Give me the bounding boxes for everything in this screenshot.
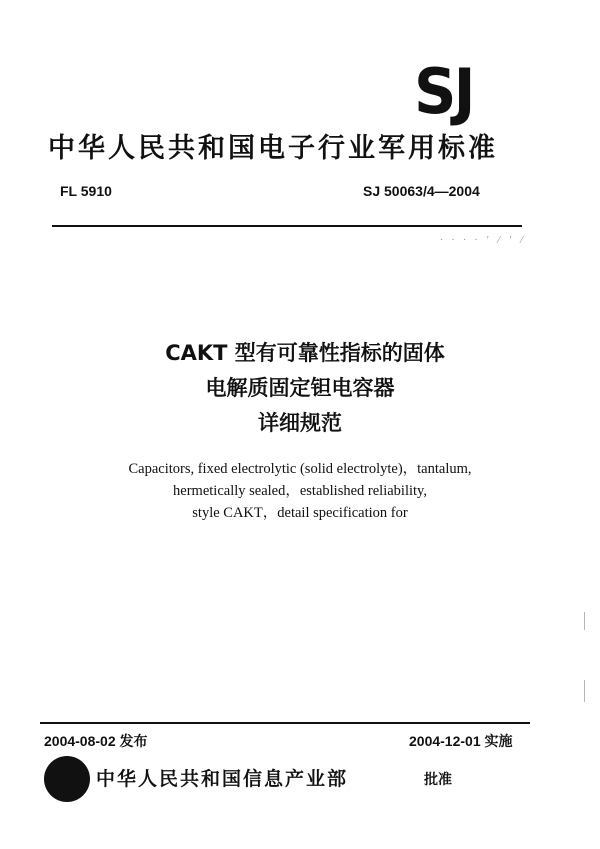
english-title-line-1: Capacitors, fixed electrolytic (solid electrolyte)，tantalum, xyxy=(128,461,472,477)
scan-edge-mark xyxy=(584,612,585,630)
title-line-2: 电解质固定钽电容器 xyxy=(205,376,395,400)
title-line-3: 详细规范 xyxy=(258,411,342,435)
seal-emblem xyxy=(44,756,90,802)
scan-edge-mark xyxy=(584,680,585,702)
header-divider xyxy=(52,225,522,227)
english-title-line-2: hermetically sealed，established reliability, xyxy=(173,483,427,499)
issuing-authority: 中华人民共和国信息产业部 xyxy=(96,768,349,790)
sj-logo: SJ xyxy=(414,55,473,128)
approval-label: 批准 xyxy=(424,772,452,788)
issue-date: 2004-08-02 发布 xyxy=(44,733,148,749)
title-line-1: CAKT 型有可靠性指标的固体 xyxy=(165,341,445,365)
english-title xyxy=(0,458,600,524)
document-title xyxy=(0,336,600,441)
scan-artifact-mark: · · · · ' / ' / xyxy=(440,234,527,246)
english-title-line-3: style CAKT，detail specification for xyxy=(192,505,408,521)
standard-number: SJ 50063/4—2004 xyxy=(363,183,480,199)
classification-code: FL 5910 xyxy=(60,183,112,199)
standard-category-title: 中华人民共和国电子行业军用标准 xyxy=(48,133,498,164)
implementation-date: 2004-12-01 实施 xyxy=(409,733,513,749)
footer-divider xyxy=(40,722,530,724)
